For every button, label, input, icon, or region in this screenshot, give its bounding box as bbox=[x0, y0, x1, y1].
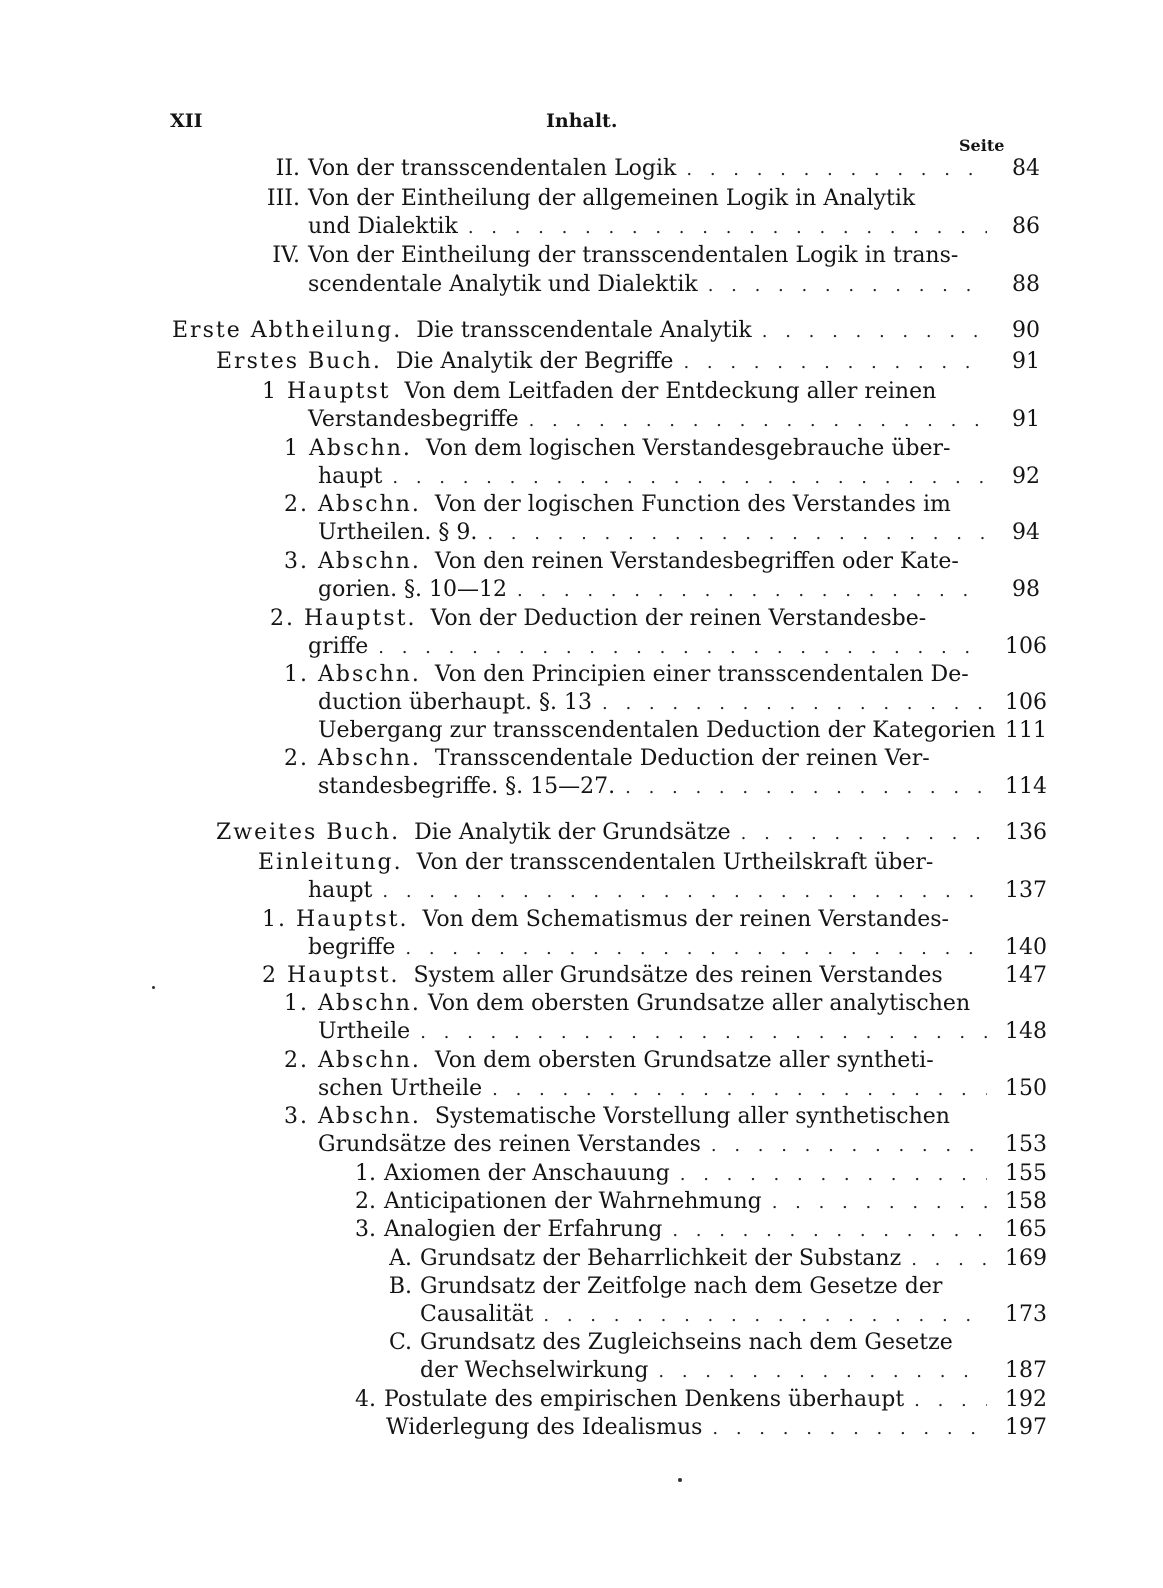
leader-dots bbox=[529, 406, 987, 436]
scan-speck bbox=[678, 1478, 682, 1482]
entry-title-continuation: der Wechselwirkung bbox=[420, 1358, 649, 1383]
toc-entry-continuation bbox=[308, 933, 995, 963]
leader-dots bbox=[772, 1188, 987, 1218]
entry-page: 84 bbox=[1012, 156, 1040, 181]
entry-page: 147 bbox=[1005, 963, 1047, 988]
toc-entry bbox=[262, 961, 995, 991]
leader-dots bbox=[487, 519, 987, 549]
leader-dots bbox=[911, 1245, 987, 1275]
toc-entry bbox=[318, 716, 995, 746]
toc-entry-continuation bbox=[308, 405, 995, 435]
scan-speck bbox=[152, 986, 155, 989]
entry-label: 2. Abschn. bbox=[284, 1048, 421, 1073]
entry-page: 155 bbox=[1005, 1161, 1047, 1186]
entry-label: 1 Abschn. bbox=[284, 436, 412, 461]
toc-entry bbox=[346, 1187, 995, 1217]
toc-entry bbox=[346, 1215, 995, 1245]
page-number: XII bbox=[170, 110, 203, 132]
leader-dots bbox=[468, 213, 987, 243]
toc-entry bbox=[270, 604, 995, 634]
entry-page: 169 bbox=[1005, 1246, 1047, 1271]
toc-entry bbox=[374, 1272, 995, 1302]
entry-number: 1. bbox=[355, 1161, 376, 1186]
entry-title-continuation: scendentale Analytik und Dialektik bbox=[308, 272, 698, 297]
leader-dots bbox=[683, 348, 987, 378]
toc-entry bbox=[386, 1413, 995, 1443]
entry-label: 1. Abschn. bbox=[284, 991, 421, 1016]
entry-page: 137 bbox=[1005, 878, 1047, 903]
entry-title: Die Analytik der Grundsätze bbox=[414, 820, 731, 845]
entry-title-continuation: Grundsätze des reinen Verstandes bbox=[318, 1132, 701, 1157]
entry-number: IV. bbox=[272, 243, 300, 268]
leader-dots bbox=[420, 1018, 987, 1048]
entry-label: 2. Abschn. bbox=[284, 746, 421, 771]
entry-label: Einleitung. bbox=[258, 850, 403, 875]
page-title: Inhalt. bbox=[546, 110, 618, 132]
toc-entry-continuation bbox=[308, 876, 995, 906]
entry-page: 92 bbox=[1012, 464, 1040, 489]
toc-entry-continuation bbox=[308, 270, 995, 300]
entry-number: 2. bbox=[355, 1189, 376, 1214]
toc-entry bbox=[284, 744, 995, 774]
toc-entry-continuation bbox=[420, 1356, 995, 1386]
entry-label: 1. Hauptst. bbox=[262, 907, 409, 932]
toc-entry-continuation bbox=[318, 688, 995, 718]
leader-dots bbox=[382, 877, 987, 907]
entry-title-continuation: haupt bbox=[318, 464, 383, 489]
toc-entry-continuation bbox=[318, 772, 995, 802]
entry-title: Axiomen der Anschauung bbox=[384, 1161, 670, 1186]
entry-title-continuation: griffe bbox=[308, 634, 369, 659]
toc-entry bbox=[258, 184, 995, 214]
toc-entry bbox=[374, 1328, 995, 1358]
entry-page: 187 bbox=[1005, 1358, 1047, 1383]
leader-dots bbox=[762, 317, 987, 347]
toc-entry bbox=[172, 316, 995, 346]
entry-title: Grundsatz der Beharrlichkeit der Substanz bbox=[420, 1246, 902, 1271]
entry-title: Grundsatz der Zeitfolge nach dem Gesetze der bbox=[420, 1274, 943, 1299]
entry-title: Grundsatz des Zugleichseins nach dem Gesetze bbox=[420, 1330, 953, 1355]
entry-title-continuation: Causalität bbox=[420, 1302, 534, 1327]
entry-title: Transscendentale Deduction der reinen Ver- bbox=[434, 746, 930, 771]
entry-title: Uebergang zur transscendentalen Deduction der Kategorien bbox=[318, 718, 996, 743]
page-column-label: Seite bbox=[959, 136, 1005, 155]
entry-number: 4. bbox=[355, 1387, 376, 1412]
entry-number: III. bbox=[266, 186, 300, 211]
entry-title: Von dem obersten Grundsatze aller syntheti- bbox=[434, 1048, 934, 1073]
toc-entry-continuation bbox=[318, 1130, 995, 1160]
entry-page: 192 bbox=[1005, 1387, 1047, 1412]
entry-page: 136 bbox=[1005, 820, 1047, 845]
toc-entry bbox=[284, 660, 995, 690]
entry-page: 153 bbox=[1005, 1132, 1047, 1157]
toc-entry bbox=[284, 490, 995, 520]
leader-dots bbox=[517, 576, 987, 606]
toc-entry-continuation bbox=[318, 575, 995, 605]
entry-number: C. bbox=[388, 1330, 412, 1355]
leader-dots bbox=[680, 1160, 987, 1190]
entry-title: Die Analytik der Begriffe bbox=[395, 349, 674, 374]
entry-title: Von der transscendentalen Logik bbox=[308, 156, 677, 181]
entry-title: Von den Principien einer transscendentalen De- bbox=[434, 662, 969, 687]
leader-dots bbox=[741, 819, 987, 849]
entry-number: II. bbox=[275, 156, 300, 181]
toc-entry-continuation bbox=[318, 518, 995, 548]
entry-title-continuation: haupt bbox=[308, 878, 373, 903]
leader-dots bbox=[492, 1075, 987, 1105]
entry-label: Erstes Buch. bbox=[216, 349, 382, 374]
entry-page: 114 bbox=[1005, 774, 1047, 799]
entry-page: 148 bbox=[1005, 1019, 1047, 1044]
entry-title-continuation: Urtheilen. § 9. bbox=[318, 520, 478, 545]
entry-title: Von dem Schematismus der reinen Verstandes- bbox=[422, 907, 949, 932]
entry-page: 91 bbox=[1012, 407, 1040, 432]
entry-title-continuation: duction überhaupt. §. 13 bbox=[318, 690, 592, 715]
toc-entry-continuation bbox=[318, 1074, 995, 1104]
entry-page: 106 bbox=[1005, 634, 1047, 659]
entry-label: 2. Abschn. bbox=[284, 492, 421, 517]
entry-page: 173 bbox=[1005, 1302, 1047, 1327]
entry-title-continuation: begriffe bbox=[308, 935, 396, 960]
entry-title: Von dem Leitfaden der Entdeckung aller reinen bbox=[404, 379, 937, 404]
entry-page: 140 bbox=[1005, 935, 1047, 960]
entry-title: Postulate des empirischen Denkens überhaupt bbox=[384, 1387, 905, 1412]
toc-entry bbox=[374, 1244, 995, 1274]
entry-page: 197 bbox=[1005, 1415, 1047, 1440]
entry-title: Von der transscendentalen Urtheilskraft über- bbox=[416, 850, 934, 875]
entry-title: System aller Grundsätze des reinen Verstandes bbox=[413, 963, 943, 988]
entry-number: A. bbox=[389, 1246, 412, 1271]
entry-title: Von dem logischen Verstandesgebrauche über- bbox=[425, 436, 951, 461]
entry-title-continuation: Verstandesbegriffe bbox=[308, 407, 519, 432]
entry-title: Von der Deduction der reinen Verstandesbe- bbox=[430, 606, 927, 631]
entry-label: 1 Hauptst bbox=[262, 379, 391, 404]
entry-page: 98 bbox=[1012, 577, 1040, 602]
toc-entry bbox=[216, 347, 995, 377]
entry-page: 165 bbox=[1005, 1217, 1047, 1242]
entry-title: Von dem obersten Grundsatze aller analytischen bbox=[427, 991, 971, 1016]
leader-dots bbox=[625, 773, 987, 803]
toc-entry bbox=[284, 547, 995, 577]
toc-entry bbox=[284, 1102, 995, 1132]
leader-dots bbox=[711, 1131, 987, 1161]
entry-page: 111 bbox=[1005, 718, 1047, 743]
toc-entry bbox=[258, 241, 995, 271]
toc-entry bbox=[258, 848, 995, 878]
leader-dots bbox=[672, 1216, 987, 1246]
toc-entry bbox=[284, 1046, 995, 1076]
leader-dots bbox=[708, 271, 987, 301]
leader-dots bbox=[914, 1386, 987, 1416]
entry-page: 86 bbox=[1012, 214, 1040, 239]
entry-title: Von den reinen Verstandesbegriffen oder Kate- bbox=[434, 549, 959, 574]
entry-label: 1. Abschn. bbox=[284, 662, 421, 687]
toc-entry bbox=[262, 905, 995, 935]
entry-title: Widerlegung des Idealismus bbox=[386, 1415, 703, 1440]
entry-title-continuation: und Dialektik bbox=[308, 214, 458, 239]
entry-title: Die transscendentale Analytik bbox=[416, 318, 752, 343]
entry-page: 90 bbox=[1012, 318, 1040, 343]
entry-title-continuation: Urtheile bbox=[318, 1019, 411, 1044]
toc-entry-continuation bbox=[318, 462, 995, 492]
toc-entry bbox=[284, 434, 995, 464]
toc-entry-continuation bbox=[308, 212, 995, 242]
leader-dots bbox=[392, 463, 987, 493]
entry-title: Analogien der Erfahrung bbox=[384, 1217, 663, 1242]
toc-entry-continuation bbox=[308, 632, 995, 662]
entry-label: Zweites Buch. bbox=[216, 820, 401, 845]
entry-page: 150 bbox=[1005, 1076, 1047, 1101]
entry-title: Von der Eintheilung der transscendentalen Logik in trans- bbox=[308, 243, 959, 268]
entry-number: 3. bbox=[355, 1217, 376, 1242]
leader-dots bbox=[405, 934, 987, 964]
entry-label: 2 Hauptst. bbox=[262, 963, 400, 988]
entry-page: 91 bbox=[1012, 349, 1040, 374]
entry-title: Systematische Vorstellung aller synthetischen bbox=[434, 1104, 950, 1129]
entry-page: 106 bbox=[1005, 690, 1047, 715]
toc-entry-continuation bbox=[420, 1300, 995, 1330]
leader-dots bbox=[602, 689, 987, 719]
toc-entry bbox=[258, 154, 995, 184]
entry-title-continuation: standesbegriffe. §. 15—27. bbox=[318, 774, 616, 799]
entry-label: Erste Abtheilung. bbox=[172, 318, 403, 343]
toc-entry bbox=[216, 818, 995, 848]
toc-entry bbox=[346, 1385, 995, 1415]
leader-dots bbox=[658, 1357, 987, 1387]
entry-page: 94 bbox=[1012, 520, 1040, 545]
leader-dots bbox=[378, 633, 987, 663]
entry-title-continuation: schen Urtheile bbox=[318, 1076, 483, 1101]
leader-dots bbox=[686, 155, 987, 185]
toc-entry bbox=[346, 1159, 995, 1189]
entry-number: B. bbox=[388, 1274, 412, 1299]
toc-entry-continuation bbox=[318, 1017, 995, 1047]
entry-title: Anticipationen der Wahrnehmung bbox=[384, 1189, 762, 1214]
entry-label: 3. Abschn. bbox=[284, 1104, 421, 1129]
entry-label: 3. Abschn. bbox=[284, 549, 421, 574]
entry-page: 158 bbox=[1005, 1189, 1047, 1214]
toc-entry bbox=[284, 989, 995, 1019]
toc-entry bbox=[262, 377, 995, 407]
entry-title: Von der logischen Function des Verstandes im bbox=[434, 492, 951, 517]
entry-title-continuation: gorien. §. 10—12 bbox=[318, 577, 508, 602]
entry-title: Von der Eintheilung der allgemeinen Logik in Analytik bbox=[308, 186, 916, 211]
leader-dots bbox=[543, 1301, 987, 1331]
entry-page: 88 bbox=[1012, 272, 1040, 297]
entry-label: 2. Hauptst. bbox=[270, 606, 417, 631]
leader-dots bbox=[712, 1414, 987, 1444]
